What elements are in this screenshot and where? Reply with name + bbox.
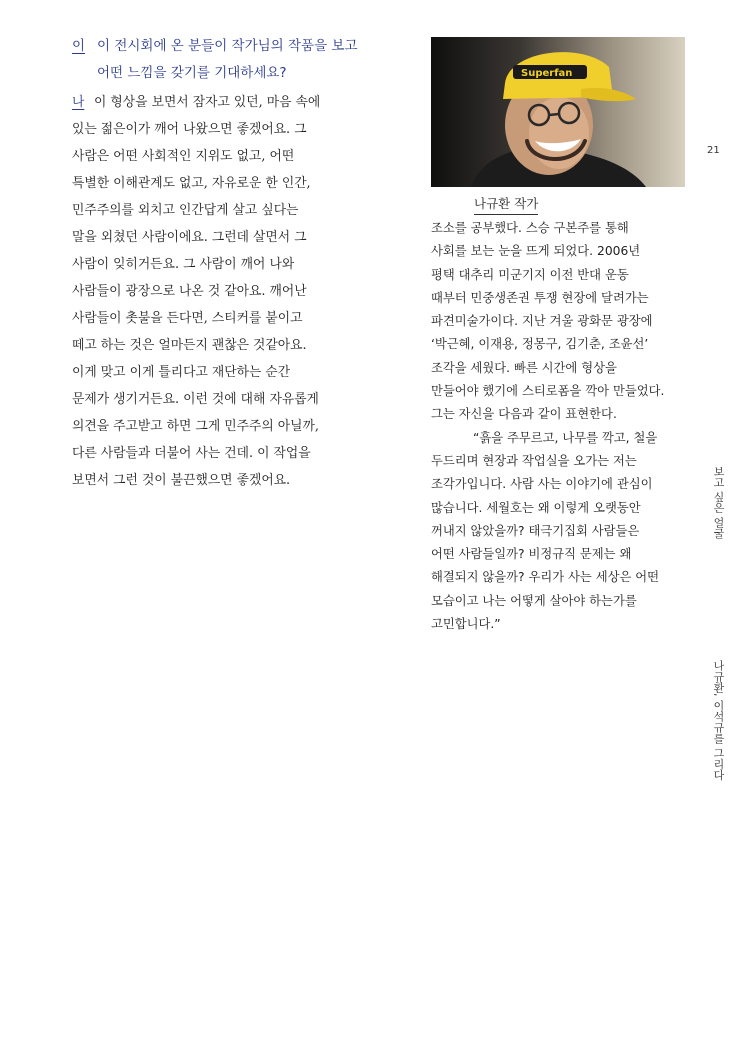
bio-line: 두드리며 현장과 작업실을 오가는 저는 <box>431 453 637 468</box>
answer-line: 문제가 생기거든요. 이런 것에 대해 자유롭게 <box>72 392 319 407</box>
page-number: 21 <box>707 145 720 156</box>
bio-line: 사회를 보는 눈을 뜨게 되었다. 2006년 <box>431 244 641 259</box>
photo-caption: 나규환 작가 <box>474 196 538 215</box>
interview-answer <box>72 89 372 494</box>
bio-line: 조소를 공부했다. 스승 구본주를 통해 <box>431 221 629 235</box>
bio-line: ‘박근혜, 이재용, 정몽구, 김기춘, 조윤선’ <box>431 337 649 352</box>
answer-line: 사람들이 광장으로 나온 것 같아요. 깨어난 <box>72 284 307 299</box>
bio-line: 많습니다. 세월호는 왜 이렇게 오랫동안 <box>431 500 641 515</box>
artist-portrait-illustration <box>431 37 685 187</box>
answer-line: 의견을 주고받고 하면 그게 민주주의 아닐까, <box>72 419 319 434</box>
answer-line: 보면서 그런 것이 불끈했으면 좋겠어요. <box>72 473 291 488</box>
bio-line: 평택 대추리 미군기지 이전 반대 운동 <box>431 267 629 282</box>
bio-line: 꺼내지 않았을까? 태극기집회 사람들은 <box>431 523 640 538</box>
running-section-label: 보고 싶은 얼굴 <box>712 466 725 539</box>
answer-marker: 나 <box>72 95 85 110</box>
answer-line: 사람들이 촛불을 든다면, 스티커를 붙이고 <box>72 311 303 326</box>
bio-line: 조각가입니다. 사람 사는 이야기에 관심이 <box>431 477 653 492</box>
bio-line: 만들어야 했기에 스티로폼을 깍아 만들었다. <box>431 384 665 399</box>
bio-line: 모습이고 나는 어떻게 살아야 하는가를 <box>431 593 637 608</box>
bio-line: 조각을 세웠다. 빠른 시간에 형상을 <box>431 360 617 375</box>
bio-line: 파견미술가이다. 지난 겨울 광화문 광장에 <box>431 314 653 329</box>
answer-line: 다른 사람들과 더불어 사는 건데. 이 작업을 <box>72 446 311 461</box>
bio-line: “흙을 주무르고, 나무를 깍고, 철을 <box>473 430 658 445</box>
artist-portrait-photo <box>431 37 685 187</box>
answer-line: 특별한 이해관계도 없고, 자유로운 한 인간, <box>72 176 311 191</box>
running-chapter-label: 나규환, 이석규를 그리다 <box>712 660 725 781</box>
interview-question <box>72 33 372 87</box>
answer-line: 있는 젊은이가 깨어 나왔으면 좋겠어요. 그 <box>72 122 307 137</box>
answer-line: 말을 외쳤던 사람이에요. 그런데 살면서 그 <box>72 230 307 245</box>
answer-line: 사람은 어떤 사회적인 지위도 없고, 어떤 <box>72 149 295 164</box>
answer-line: 사람이 잊히거든요. 그 사람이 깨어 나와 <box>72 257 295 272</box>
bio-line: 고민합니다.” <box>431 617 501 632</box>
question-line: 어떤 느낌을 갖기를 기대하세요? <box>97 65 287 81</box>
question-line: 이 전시회에 온 분들이 작가님의 작품을 보고 <box>97 38 358 54</box>
answer-line: 이 형상을 보면서 잠자고 있던, 마음 속에 <box>94 95 321 110</box>
bio-line: 그는 자신을 다음과 같이 표현한다. <box>431 407 617 422</box>
artist-bio <box>431 217 691 636</box>
answer-line: 이게 맞고 이게 틀리다고 재단하는 순간 <box>72 365 291 380</box>
bio-line: 어떤 사람들일까? 비정규직 문제는 왜 <box>431 547 632 562</box>
answer-line: 떼고 하는 것은 얼마든지 괜찮은 것같아요. <box>72 338 307 353</box>
question-marker: 이 <box>72 38 86 54</box>
bio-line: 때부터 민중생존권 투쟁 현장에 달려가는 <box>431 290 649 305</box>
answer-line: 민주주의를 외치고 인간답게 살고 싶다는 <box>72 203 299 218</box>
bio-line: 해결되지 않을까? 우리가 사는 세상은 어떤 <box>431 570 660 585</box>
cap-print: Superfan <box>521 68 573 79</box>
